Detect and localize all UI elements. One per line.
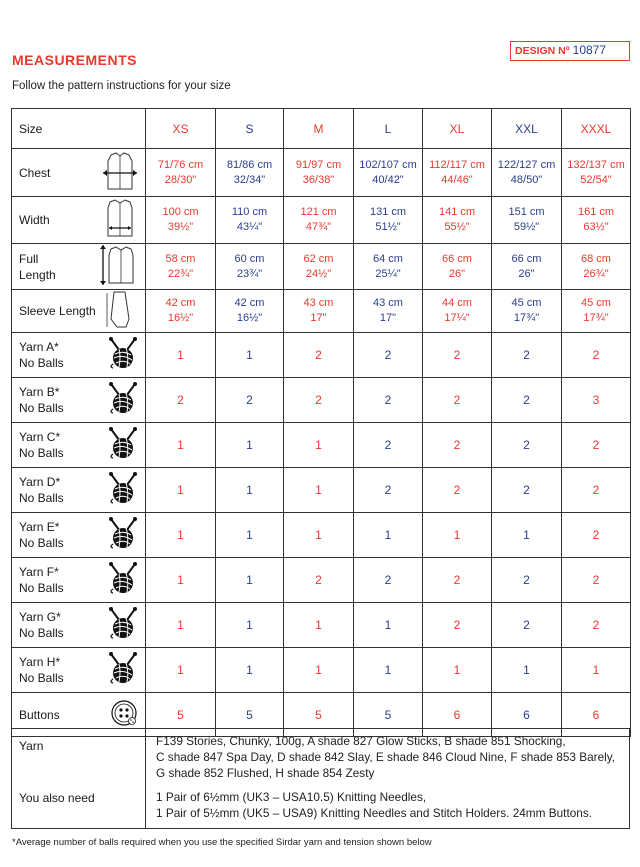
measurement-value xyxy=(423,290,492,333)
yarn-label-cell xyxy=(12,513,146,558)
measurement-value xyxy=(562,244,631,290)
value-inches: 23¾" xyxy=(236,267,263,280)
measurement-value xyxy=(423,149,492,197)
value-cm: 45 cm xyxy=(511,297,542,309)
ball-count: 1 xyxy=(284,648,354,693)
footnote: *Average number of balls required when you use the specified Sirdar yarn and tension shown below xyxy=(12,837,432,848)
row-label: Width xyxy=(19,213,50,228)
ball-count: 2 xyxy=(492,468,562,513)
ball-count: 2 xyxy=(284,378,354,423)
ball-count: 1 xyxy=(216,513,284,558)
also-need-description xyxy=(156,789,592,821)
measurement-value xyxy=(146,290,216,333)
row-label: No Balls xyxy=(19,356,64,370)
value-inches: 24½" xyxy=(305,267,332,280)
measurement-value xyxy=(216,149,284,197)
measurement-value xyxy=(492,149,562,197)
design-number-badge xyxy=(510,41,630,61)
ball-count: 1 xyxy=(146,423,216,468)
yarn-row xyxy=(12,513,631,558)
ball-count: 1 xyxy=(492,648,562,693)
measurement-label-cell xyxy=(12,290,146,333)
ball-count: 1 xyxy=(216,423,284,468)
value-inches: 32/34" xyxy=(233,173,266,186)
yarn-ball-icon xyxy=(107,472,139,508)
size-header: XXXL xyxy=(562,109,631,149)
row-label: No Balls xyxy=(19,671,64,685)
row-label: Yarn F* xyxy=(19,565,59,579)
ball-count: 2 xyxy=(423,378,492,423)
value-cm: 62 cm xyxy=(303,252,334,265)
ball-count: 1 xyxy=(146,333,216,378)
yarn-line: F139 Stories, Chunky, 100g, A shade 827 Glow Sticks, B shade 851 Shocking, xyxy=(156,734,566,748)
value-inches: 47¾" xyxy=(305,221,332,233)
value-inches: 48/50" xyxy=(510,173,543,186)
yarn-row xyxy=(12,468,631,513)
value-inches: 17" xyxy=(379,312,397,324)
size-header: XL xyxy=(423,109,492,149)
value-inches: 28/30" xyxy=(164,173,197,186)
ball-count: 2 xyxy=(492,558,562,603)
ball-count: 2 xyxy=(562,468,631,513)
ball-count: 2 xyxy=(492,423,562,468)
ball-count: 1 xyxy=(146,558,216,603)
measurement-value xyxy=(284,290,354,333)
ball-count: 1 xyxy=(146,603,216,648)
ball-count: 2 xyxy=(354,423,423,468)
yarn-label-cell xyxy=(12,378,146,423)
value-cm: 66 cm xyxy=(442,252,472,265)
ball-count: 2 xyxy=(562,558,631,603)
sleeve-diagram-icon xyxy=(101,289,139,333)
width-diagram-icon xyxy=(101,198,139,242)
measurement-value xyxy=(354,149,423,197)
yarn-ball-icon xyxy=(107,382,139,418)
value-inches: 39½" xyxy=(167,221,194,233)
row-label: No Balls xyxy=(19,536,64,550)
row-label: Yarn A* xyxy=(19,340,59,354)
button-count: 5 xyxy=(284,693,354,737)
yarn-row xyxy=(12,378,631,423)
ball-count: 1 xyxy=(354,513,423,558)
value-cm: 66 cm xyxy=(511,252,542,265)
value-cm: 121 cm xyxy=(300,206,337,218)
button-count: 6 xyxy=(562,693,631,737)
ball-count: 2 xyxy=(423,603,492,648)
measurement-value xyxy=(492,290,562,333)
row-label: Yarn E* xyxy=(19,520,60,534)
ball-count: 2 xyxy=(423,423,492,468)
yarn-ball-icon xyxy=(107,517,139,553)
value-inches: 36/38" xyxy=(302,173,335,186)
measurement-label-cell xyxy=(12,149,146,197)
yarn-ball-icon xyxy=(107,652,139,688)
ball-count: 1 xyxy=(354,603,423,648)
measurement-value xyxy=(423,244,492,290)
measurement-value xyxy=(423,197,492,244)
value-cm: 58 cm xyxy=(165,252,196,265)
yarn-label: Yarn xyxy=(19,739,44,753)
value-cm: 60 cm xyxy=(234,252,265,265)
size-header: L xyxy=(354,109,423,149)
ball-count: 2 xyxy=(423,558,492,603)
value-inches: 22¾" xyxy=(167,267,194,280)
intro-text: Follow the pattern instructions for your size xyxy=(12,80,231,92)
value-cm: 43 cm xyxy=(373,297,403,309)
value-inches: 52/54" xyxy=(580,173,612,186)
chest-diagram-icon xyxy=(101,151,139,195)
measurement-value xyxy=(562,197,631,244)
value-cm: 71/76 cm xyxy=(157,158,204,171)
measurement-value xyxy=(354,197,423,244)
ball-count: 1 xyxy=(284,513,354,558)
yarn-row xyxy=(12,423,631,468)
design-label: DESIGN Nº xyxy=(515,45,570,57)
button-count: 5 xyxy=(146,693,216,737)
length-diagram-icon xyxy=(99,243,139,291)
ball-count: 2 xyxy=(492,378,562,423)
measurement-row xyxy=(12,149,631,197)
measurement-value xyxy=(284,244,354,290)
yarn-label-cell xyxy=(12,423,146,468)
measurement-label-cell xyxy=(12,244,146,290)
also-need-line: 1 Pair of 5½mm (UK5 – USA9) Knitting Needles and Stitch Holders. 24mm Buttons. xyxy=(156,806,593,820)
measurement-value xyxy=(354,244,423,290)
measurement-value xyxy=(562,290,631,333)
yarn-description xyxy=(156,733,615,781)
value-cm: 43 cm xyxy=(303,297,334,309)
value-cm: 42 cm xyxy=(234,297,265,309)
value-inches: 17¾" xyxy=(583,312,609,324)
value-cm: 81/86 cm xyxy=(226,158,273,171)
button-count: 6 xyxy=(492,693,562,737)
button-count: 6 xyxy=(423,693,492,737)
row-label: Yarn C* xyxy=(19,430,61,444)
ball-count: 1 xyxy=(423,513,492,558)
yarn-row xyxy=(12,648,631,693)
value-inches: 17¼" xyxy=(444,312,470,324)
value-cm: 122/127 cm xyxy=(497,158,556,171)
ball-count: 2 xyxy=(562,333,631,378)
measurement-label-cell xyxy=(12,197,146,244)
row-label: No Balls xyxy=(19,581,64,595)
value-inches: 17¾" xyxy=(513,312,540,324)
ball-count: 1 xyxy=(492,513,562,558)
value-cm: 100 cm xyxy=(162,206,199,218)
row-label: No Balls xyxy=(19,491,64,505)
value-inches: 59½" xyxy=(513,221,540,233)
value-inches: 26" xyxy=(448,267,466,280)
value-cm: 44 cm xyxy=(442,297,472,309)
row-label: Yarn D* xyxy=(19,475,61,489)
ball-count: 1 xyxy=(216,333,284,378)
row-label: Yarn G* xyxy=(19,610,61,624)
value-cm: 112/117 cm xyxy=(429,158,485,171)
row-label: Length xyxy=(19,267,56,282)
yarn-row xyxy=(12,333,631,378)
yarn-ball-icon xyxy=(107,427,139,463)
measurement-value xyxy=(284,197,354,244)
ball-count: 1 xyxy=(284,468,354,513)
row-label: No Balls xyxy=(19,446,64,460)
measurement-row xyxy=(12,290,631,333)
value-inches: 51½" xyxy=(375,221,401,233)
value-cm: 64 cm xyxy=(373,252,403,265)
size-header: XXL xyxy=(492,109,562,149)
measurement-value xyxy=(492,244,562,290)
ball-count: 2 xyxy=(354,378,423,423)
value-inches: 16½" xyxy=(236,312,263,324)
measurement-row xyxy=(12,244,631,290)
value-cm: 42 cm xyxy=(165,297,196,309)
also-need-label: You also need xyxy=(19,791,95,805)
ball-count: 2 xyxy=(562,513,631,558)
value-inches: 26" xyxy=(518,267,535,280)
row-label: Full xyxy=(19,251,39,266)
ball-count: 2 xyxy=(284,333,354,378)
size-header: S xyxy=(216,109,284,149)
measurement-row xyxy=(12,197,631,244)
yarn-ball-icon xyxy=(107,337,139,373)
button-count: 5 xyxy=(354,693,423,737)
ball-count: 2 xyxy=(562,603,631,648)
yarn-line: C shade 847 Spa Day, D shade 842 Slay, E shade 846 Cloud Nine, F shade 853 Barely, xyxy=(156,750,616,764)
row-label: No Balls xyxy=(19,626,64,640)
ball-count: 1 xyxy=(146,648,216,693)
value-inches: 44/46" xyxy=(441,173,473,186)
measurement-value xyxy=(216,290,284,333)
ball-count: 2 xyxy=(354,558,423,603)
measurement-value xyxy=(284,149,354,197)
yarn-label-cell xyxy=(12,558,146,603)
ball-count: 1 xyxy=(216,558,284,603)
yarn-line: G shade 852 Flushed, H shade 854 Zesty xyxy=(156,766,375,780)
measurement-value xyxy=(146,149,216,197)
yarn-label-cell xyxy=(12,468,146,513)
ball-count: 2 xyxy=(423,333,492,378)
value-cm: 161 cm xyxy=(577,206,615,218)
value-cm: 132/137 cm xyxy=(567,158,625,171)
page-title: MEASUREMENTS xyxy=(12,52,138,68)
value-cm: 45 cm xyxy=(581,297,611,309)
value-inches: 40/42" xyxy=(372,173,404,186)
ball-count: 1 xyxy=(216,648,284,693)
measurement-value xyxy=(492,197,562,244)
value-cm: 102/107 cm xyxy=(359,158,417,171)
value-cm: 151 cm xyxy=(508,206,545,218)
value-inches: 25¼" xyxy=(375,267,401,280)
value-inches: 26¾" xyxy=(583,267,609,280)
value-cm: 91/97 cm xyxy=(295,158,342,171)
ball-count: 2 xyxy=(562,423,631,468)
value-inches: 63½" xyxy=(583,221,609,233)
design-number: 10877 xyxy=(572,43,607,57)
measurement-value xyxy=(216,244,284,290)
also-need-line: 1 Pair of 6½mm (UK3 – USA10.5) Knitting Needles, xyxy=(156,790,427,804)
yarn-label-cell xyxy=(12,603,146,648)
ball-count: 1 xyxy=(146,468,216,513)
ball-count: 3 xyxy=(562,378,631,423)
ball-count: 1 xyxy=(284,603,354,648)
row-label: Chest xyxy=(19,165,51,180)
ball-count: 2 xyxy=(354,333,423,378)
value-inches: 16½" xyxy=(167,312,194,324)
row-label: No Balls xyxy=(19,401,64,415)
row-label: Sleeve Length xyxy=(19,304,96,319)
value-inches: 17" xyxy=(310,312,327,324)
measurements-table xyxy=(11,108,631,737)
row-label: Buttons xyxy=(19,707,60,722)
button-count: 5 xyxy=(216,693,284,737)
ball-count: 1 xyxy=(354,648,423,693)
measurement-value xyxy=(354,290,423,333)
ball-count: 1 xyxy=(216,603,284,648)
value-inches: 55½" xyxy=(444,221,470,233)
measurement-value xyxy=(562,149,631,197)
measurement-value xyxy=(146,197,216,244)
size-header: M xyxy=(284,109,354,149)
size-header: XS xyxy=(146,109,216,149)
value-inches: 43¼" xyxy=(236,221,263,233)
ball-count: 1 xyxy=(284,423,354,468)
ball-count: 2 xyxy=(354,468,423,513)
yarn-ball-icon xyxy=(107,607,139,643)
value-cm: 131 cm xyxy=(369,206,407,218)
yarn-label-cell xyxy=(12,648,146,693)
button-icon xyxy=(109,698,139,732)
size-header-row xyxy=(12,109,631,149)
ball-count: 1 xyxy=(146,513,216,558)
ball-count: 2 xyxy=(216,378,284,423)
materials-box xyxy=(11,728,630,829)
yarn-row xyxy=(12,603,631,648)
row-label: Yarn B* xyxy=(19,385,60,399)
value-cm: 68 cm xyxy=(581,252,611,265)
yarn-label-cell xyxy=(12,333,146,378)
ball-count: 2 xyxy=(492,603,562,648)
value-cm: 110 cm xyxy=(231,206,268,218)
ball-count: 2 xyxy=(284,558,354,603)
size-label-cell: Size xyxy=(12,109,146,149)
ball-count: 2 xyxy=(146,378,216,423)
ball-count: 2 xyxy=(423,468,492,513)
ball-count: 1 xyxy=(423,648,492,693)
ball-count: 2 xyxy=(492,333,562,378)
yarn-ball-icon xyxy=(107,562,139,598)
yarn-row xyxy=(12,558,631,603)
ball-count: 1 xyxy=(216,468,284,513)
value-cm: 141 cm xyxy=(438,206,476,218)
measurement-value xyxy=(146,244,216,290)
measurement-value xyxy=(216,197,284,244)
ball-count: 1 xyxy=(562,648,631,693)
row-label: Yarn H* xyxy=(19,655,61,669)
